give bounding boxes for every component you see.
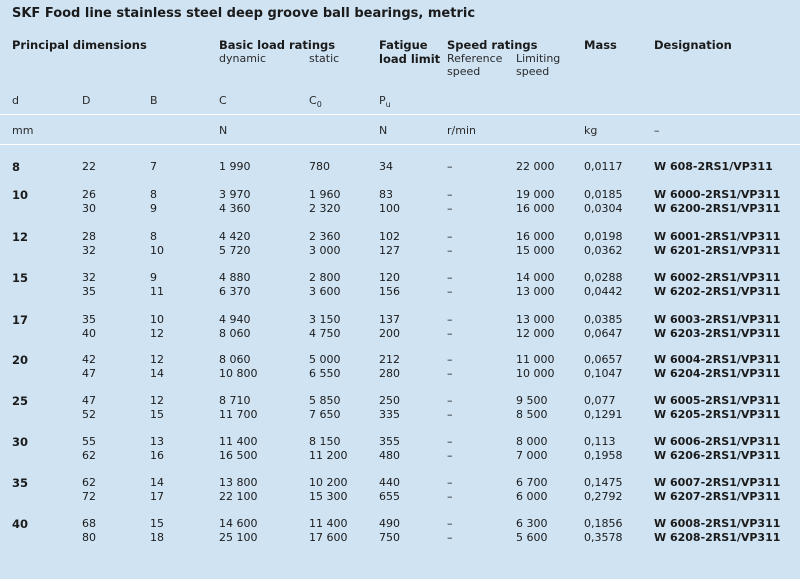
cell-D: 80 bbox=[82, 531, 96, 544]
cell-mass: 0,1047 bbox=[584, 367, 623, 380]
cell-D: 52 bbox=[82, 408, 96, 421]
cell-D: 68 bbox=[82, 517, 96, 530]
unit-mm: mm bbox=[12, 124, 34, 137]
cell-B: 13 bbox=[150, 435, 164, 448]
cell-Pu: 83 bbox=[379, 188, 393, 201]
cell-D: 42 bbox=[82, 353, 96, 366]
cell-C: 4 360 bbox=[219, 202, 251, 215]
table-row bbox=[0, 271, 800, 301]
cell-designation: W 6004-2RS1/VP311 bbox=[654, 353, 781, 366]
cell-Pu: 355 bbox=[379, 435, 400, 448]
cell-mass: 0,2792 bbox=[584, 490, 623, 503]
cell-lim-speed: 15 000 bbox=[516, 244, 555, 257]
cell-d: 30 bbox=[12, 435, 29, 449]
cell-lim-speed: 6 700 bbox=[516, 476, 548, 489]
cell-lim-speed: 8 000 bbox=[516, 435, 548, 448]
cell-C0: 8 150 bbox=[309, 435, 341, 448]
cell-d: 25 bbox=[12, 394, 29, 408]
cell-B: 10 bbox=[150, 313, 164, 326]
cell-D: 35 bbox=[82, 285, 96, 298]
cell-D: 62 bbox=[82, 476, 96, 489]
cell-C: 11 400 bbox=[219, 435, 258, 448]
cell-mass: 0,0442 bbox=[584, 285, 623, 298]
cell-designation: W 6205-2RS1/VP311 bbox=[654, 408, 781, 421]
cell-ref-speed: – bbox=[447, 313, 453, 326]
cell-C: 22 100 bbox=[219, 490, 258, 503]
cell-C: 3 970 bbox=[219, 188, 251, 201]
cell-d: 12 bbox=[12, 230, 29, 244]
cell-ref-speed: – bbox=[447, 202, 453, 215]
cell-B: 18 bbox=[150, 531, 164, 544]
symbol-D: D bbox=[82, 94, 91, 107]
cell-mass: 0,0385 bbox=[584, 313, 623, 326]
header-load-limit: load limit bbox=[379, 52, 441, 66]
symbol-B: B bbox=[150, 94, 158, 107]
cell-designation: W 6200-2RS1/VP311 bbox=[654, 202, 781, 215]
cell-mass: 0,0117 bbox=[584, 160, 623, 173]
cell-C: 13 800 bbox=[219, 476, 258, 489]
cell-designation: W 6204-2RS1/VP311 bbox=[654, 367, 781, 380]
cell-designation: W 6002-2RS1/VP311 bbox=[654, 271, 781, 284]
cell-C: 8 060 bbox=[219, 353, 251, 366]
cell-Pu: 127 bbox=[379, 244, 400, 257]
cell-ref-speed: – bbox=[447, 230, 453, 243]
table-row bbox=[0, 188, 800, 218]
cell-B: 12 bbox=[150, 394, 164, 407]
cell-C0: 17 600 bbox=[309, 531, 348, 544]
symbol-Pu: $P_u$ bbox=[379, 94, 391, 110]
header-reference: Reference bbox=[447, 52, 503, 65]
cell-designation: W 6003-2RS1/VP311 bbox=[654, 313, 781, 326]
cell-designation: W 6006-2RS1/VP311 bbox=[654, 435, 781, 448]
cell-ref-speed: – bbox=[447, 285, 453, 298]
cell-ref-speed: – bbox=[447, 517, 453, 530]
cell-mass: 0,113 bbox=[584, 435, 616, 448]
header-mass: Mass bbox=[584, 38, 617, 52]
header-limiting: Limiting bbox=[516, 52, 561, 65]
cell-C0: 5 850 bbox=[309, 394, 341, 407]
cell-C: 16 500 bbox=[219, 449, 258, 462]
cell-ref-speed: – bbox=[447, 408, 453, 421]
cell-C0: 3 000 bbox=[309, 244, 341, 257]
cell-lim-speed: 19 000 bbox=[516, 188, 555, 201]
cell-D: 28 bbox=[82, 230, 96, 243]
cell-ref-speed: – bbox=[447, 271, 453, 284]
cell-B: 9 bbox=[150, 202, 157, 215]
cell-Pu: 440 bbox=[379, 476, 400, 489]
cell-ref-speed: – bbox=[447, 449, 453, 462]
cell-Pu: 200 bbox=[379, 327, 400, 340]
cell-ref-speed: – bbox=[447, 244, 453, 257]
unit-dash: – bbox=[654, 124, 660, 137]
cell-ref-speed: – bbox=[447, 188, 453, 201]
cell-B: 12 bbox=[150, 327, 164, 340]
cell-Pu: 335 bbox=[379, 408, 400, 421]
cell-designation: W 6201-2RS1/VP311 bbox=[654, 244, 781, 257]
cell-ref-speed: – bbox=[447, 160, 453, 173]
cell-mass: 0,0362 bbox=[584, 244, 623, 257]
table-row bbox=[0, 517, 800, 547]
cell-B: 10 bbox=[150, 244, 164, 257]
cell-designation: W 6005-2RS1/VP311 bbox=[654, 394, 781, 407]
cell-d: 8 bbox=[12, 160, 21, 174]
header-limiting-speed: speed bbox=[516, 65, 550, 78]
cell-C: 11 700 bbox=[219, 408, 258, 421]
cell-lim-speed: 9 500 bbox=[516, 394, 548, 407]
cell-C: 5 720 bbox=[219, 244, 251, 257]
header-fatigue: Fatigue bbox=[379, 38, 428, 52]
cell-lim-speed: 6 300 bbox=[516, 517, 548, 530]
cell-D: 62 bbox=[82, 449, 96, 462]
cell-mass: 0,1291 bbox=[584, 408, 623, 421]
cell-Pu: 750 bbox=[379, 531, 400, 544]
cell-C0: 780 bbox=[309, 160, 330, 173]
header-principal-dimensions: Principal dimensions bbox=[12, 38, 147, 52]
cell-C0: 5 000 bbox=[309, 353, 341, 366]
cell-mass: 0,0185 bbox=[584, 188, 623, 201]
cell-ref-speed: – bbox=[447, 367, 453, 380]
cell-lim-speed: 14 000 bbox=[516, 271, 555, 284]
cell-lim-speed: 11 000 bbox=[516, 353, 555, 366]
cell-B: 7 bbox=[150, 160, 157, 173]
cell-ref-speed: – bbox=[447, 435, 453, 448]
cell-C0: 3 600 bbox=[309, 285, 341, 298]
cell-mass: 0,1958 bbox=[584, 449, 623, 462]
cell-C: 4 880 bbox=[219, 271, 251, 284]
cell-lim-speed: 13 000 bbox=[516, 285, 555, 298]
cell-D: 30 bbox=[82, 202, 96, 215]
cell-mass: 0,3578 bbox=[584, 531, 623, 544]
cell-B: 12 bbox=[150, 353, 164, 366]
cell-designation: W 6007-2RS1/VP311 bbox=[654, 476, 781, 489]
cell-D: 72 bbox=[82, 490, 96, 503]
cell-Pu: 156 bbox=[379, 285, 400, 298]
cell-ref-speed: – bbox=[447, 353, 453, 366]
cell-lim-speed: 22 000 bbox=[516, 160, 555, 173]
cell-B: 15 bbox=[150, 408, 164, 421]
cell-designation: W 6208-2RS1/VP311 bbox=[654, 531, 781, 544]
symbol-d: d bbox=[12, 94, 19, 107]
cell-C0: 11 400 bbox=[309, 517, 348, 530]
cell-mass: 0,077 bbox=[584, 394, 616, 407]
cell-mass: 0,1475 bbox=[584, 476, 623, 489]
unit-N-load: N bbox=[219, 124, 228, 137]
cell-B: 17 bbox=[150, 490, 164, 503]
symbol-C: C bbox=[219, 94, 227, 107]
cell-designation: W 608-2RS1/VP311 bbox=[654, 160, 773, 173]
cell-C0: 15 300 bbox=[309, 490, 348, 503]
cell-B: 14 bbox=[150, 476, 164, 489]
table-row bbox=[0, 230, 800, 260]
cell-d: 15 bbox=[12, 271, 29, 285]
cell-mass: 0,0288 bbox=[584, 271, 623, 284]
cell-C: 1 990 bbox=[219, 160, 251, 173]
cell-C: 4 940 bbox=[219, 313, 251, 326]
table-title: SKF Food line stainless steel deep groove ball bearings, metric bbox=[12, 6, 476, 21]
cell-mass: 0,1856 bbox=[584, 517, 623, 530]
cell-lim-speed: 6 000 bbox=[516, 490, 548, 503]
cell-C0: 2 800 bbox=[309, 271, 341, 284]
cell-B: 9 bbox=[150, 271, 157, 284]
cell-Pu: 490 bbox=[379, 517, 400, 530]
cell-Pu: 102 bbox=[379, 230, 400, 243]
cell-B: 8 bbox=[150, 230, 157, 243]
cell-C0: 6 550 bbox=[309, 367, 341, 380]
header-basic-load-ratings: Basic load ratings bbox=[219, 38, 336, 52]
cell-C: 8 710 bbox=[219, 394, 251, 407]
cell-D: 47 bbox=[82, 394, 96, 407]
header-speed-ratings: Speed ratings bbox=[447, 38, 538, 52]
cell-C: 10 800 bbox=[219, 367, 258, 380]
cell-d: 40 bbox=[12, 517, 29, 531]
unit-kg: kg bbox=[584, 124, 598, 137]
cell-d: 20 bbox=[12, 353, 29, 367]
cell-C0: 3 150 bbox=[309, 313, 341, 326]
symbol-C0: $C_0$ bbox=[309, 94, 322, 110]
cell-Pu: 34 bbox=[379, 160, 393, 173]
cell-lim-speed: 7 000 bbox=[516, 449, 548, 462]
cell-ref-speed: – bbox=[447, 476, 453, 489]
cell-designation: W 6001-2RS1/VP311 bbox=[654, 230, 781, 243]
cell-D: 40 bbox=[82, 327, 96, 340]
cell-lim-speed: 12 000 bbox=[516, 327, 555, 340]
header-static: static bbox=[309, 52, 340, 65]
cell-D: 47 bbox=[82, 367, 96, 380]
cell-ref-speed: – bbox=[447, 327, 453, 340]
cell-lim-speed: 16 000 bbox=[516, 230, 555, 243]
cell-C0: 2 360 bbox=[309, 230, 341, 243]
cell-Pu: 120 bbox=[379, 271, 400, 284]
cell-Pu: 100 bbox=[379, 202, 400, 215]
cell-Pu: 655 bbox=[379, 490, 400, 503]
cell-ref-speed: – bbox=[447, 394, 453, 407]
cell-designation: W 6000-2RS1/VP311 bbox=[654, 188, 781, 201]
unit-rpm: r/min bbox=[447, 124, 476, 137]
cell-B: 15 bbox=[150, 517, 164, 530]
cell-D: 26 bbox=[82, 188, 96, 201]
table-row bbox=[0, 435, 800, 465]
table-row bbox=[0, 394, 800, 424]
divider bbox=[0, 144, 800, 145]
cell-designation: W 6008-2RS1/VP311 bbox=[654, 517, 781, 530]
cell-mass: 0,0657 bbox=[584, 353, 623, 366]
cell-Pu: 137 bbox=[379, 313, 400, 326]
cell-lim-speed: 16 000 bbox=[516, 202, 555, 215]
header-reference-speed: speed bbox=[447, 65, 481, 78]
cell-designation: W 6206-2RS1/VP311 bbox=[654, 449, 781, 462]
cell-C0: 11 200 bbox=[309, 449, 348, 462]
cell-ref-speed: – bbox=[447, 490, 453, 503]
divider bbox=[0, 114, 800, 115]
cell-mass: 0,0304 bbox=[584, 202, 623, 215]
cell-lim-speed: 13 000 bbox=[516, 313, 555, 326]
cell-d: 17 bbox=[12, 313, 29, 327]
cell-ref-speed: – bbox=[447, 531, 453, 544]
cell-Pu: 212 bbox=[379, 353, 400, 366]
cell-C0: 1 960 bbox=[309, 188, 341, 201]
cell-Pu: 480 bbox=[379, 449, 400, 462]
cell-lim-speed: 5 600 bbox=[516, 531, 548, 544]
cell-lim-speed: 10 000 bbox=[516, 367, 555, 380]
cell-C0: 7 650 bbox=[309, 408, 341, 421]
cell-D: 32 bbox=[82, 271, 96, 284]
cell-C: 4 420 bbox=[219, 230, 251, 243]
cell-D: 22 bbox=[82, 160, 96, 173]
cell-C0: 10 200 bbox=[309, 476, 348, 489]
cell-d: 35 bbox=[12, 476, 29, 490]
cell-mass: 0,0198 bbox=[584, 230, 623, 243]
cell-C: 25 100 bbox=[219, 531, 258, 544]
unit-N-fatigue: N bbox=[379, 124, 388, 137]
cell-Pu: 280 bbox=[379, 367, 400, 380]
cell-designation: W 6207-2RS1/VP311 bbox=[654, 490, 781, 503]
header-designation: Designation bbox=[654, 38, 732, 52]
cell-lim-speed: 8 500 bbox=[516, 408, 548, 421]
cell-mass: 0,0647 bbox=[584, 327, 623, 340]
cell-C0: 4 750 bbox=[309, 327, 341, 340]
table-row bbox=[0, 313, 800, 343]
cell-D: 32 bbox=[82, 244, 96, 257]
cell-d: 10 bbox=[12, 188, 29, 202]
cell-designation: W 6203-2RS1/VP311 bbox=[654, 327, 781, 340]
cell-Pu: 250 bbox=[379, 394, 400, 407]
cell-D: 55 bbox=[82, 435, 96, 448]
cell-B: 14 bbox=[150, 367, 164, 380]
table-row bbox=[0, 353, 800, 383]
cell-B: 8 bbox=[150, 188, 157, 201]
table-row bbox=[0, 476, 800, 506]
cell-B: 11 bbox=[150, 285, 164, 298]
cell-C: 8 060 bbox=[219, 327, 251, 340]
cell-C0: 2 320 bbox=[309, 202, 341, 215]
cell-B: 16 bbox=[150, 449, 164, 462]
header-dynamic: dynamic bbox=[219, 52, 267, 65]
cell-designation: W 6202-2RS1/VP311 bbox=[654, 285, 781, 298]
table-row bbox=[0, 160, 800, 190]
cell-D: 35 bbox=[82, 313, 96, 326]
cell-C: 14 600 bbox=[219, 517, 258, 530]
cell-C: 6 370 bbox=[219, 285, 251, 298]
